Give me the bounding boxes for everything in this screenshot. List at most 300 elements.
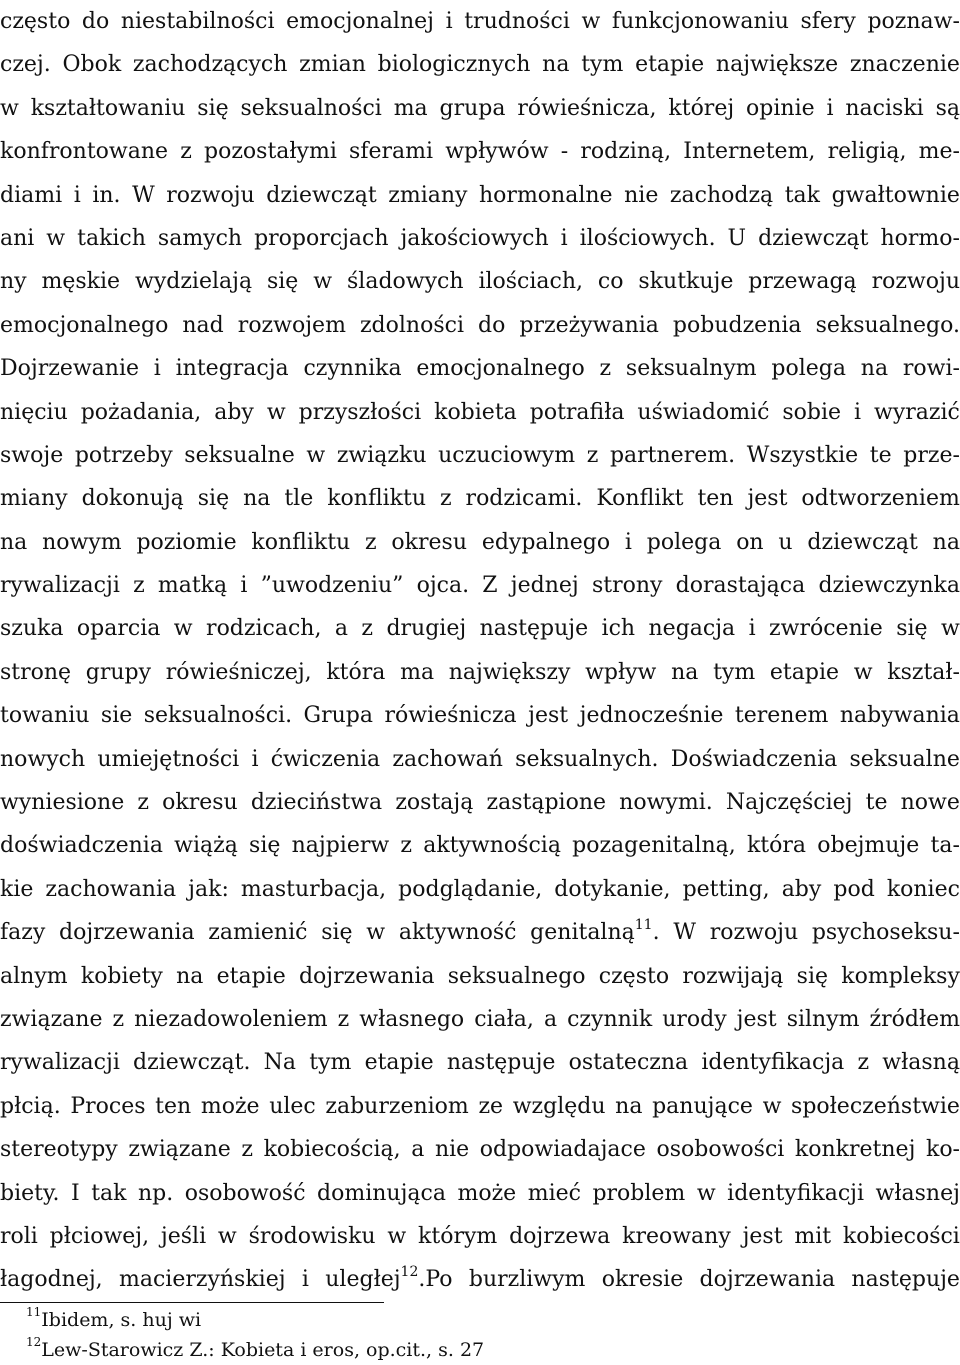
word: w — [581, 9, 601, 34]
word: aby — [781, 876, 822, 902]
word: i — [240, 573, 248, 599]
word: jest — [747, 486, 788, 512]
word: ilościach, — [478, 269, 584, 295]
word: biologicznych — [377, 52, 531, 78]
word: macierzyńskiej — [119, 1267, 286, 1293]
word: u — [778, 529, 793, 555]
word: fazy — [0, 920, 46, 946]
word: np. — [137, 1180, 174, 1206]
word: ilościowych. — [579, 225, 716, 251]
footnotes — [26, 1305, 926, 1365]
word: kobieta — [434, 399, 517, 425]
word: ten — [697, 486, 734, 512]
word: ulec — [269, 1093, 316, 1119]
word: odpowiadajace — [479, 1137, 646, 1163]
word: i — [748, 616, 756, 642]
word: zachowania — [45, 876, 177, 902]
text-line — [0, 868, 960, 911]
word: dojrzewania — [59, 920, 195, 946]
word: tak — [91, 1180, 127, 1206]
word: na — [0, 529, 28, 555]
word: w — [387, 1223, 407, 1249]
word: nowych — [0, 746, 86, 772]
word: proporcjach — [254, 225, 389, 251]
word: matką — [157, 573, 228, 599]
word: tak — [784, 182, 821, 208]
word: dojrzewania — [699, 1267, 836, 1293]
word: z — [586, 442, 599, 468]
word: tym — [713, 659, 756, 685]
word: samych — [157, 225, 243, 251]
word: towaniu — [0, 703, 90, 729]
word: na — [932, 529, 960, 555]
word: własną — [882, 1050, 960, 1076]
word: jakościowych — [400, 225, 549, 251]
word: aktywność — [398, 920, 517, 946]
word: nowym — [42, 529, 122, 555]
word: psychoseksu- — [811, 920, 960, 946]
word: ”uwodzeniu” — [260, 573, 404, 599]
word: ny — [0, 269, 27, 295]
word: wpływów — [445, 139, 549, 165]
word: niezadowoleniem — [134, 1006, 328, 1032]
word: Proces — [70, 1093, 146, 1119]
word: osobowości — [656, 1137, 785, 1163]
text-line — [0, 911, 960, 954]
text-line — [0, 781, 960, 824]
word: polega — [646, 529, 722, 555]
word: odtworzeniem — [801, 486, 960, 512]
word: genitalną$^{11}$. — [530, 916, 660, 946]
word: konfliktu — [251, 529, 351, 555]
word: pożadania, — [80, 399, 202, 425]
word: kreowany — [622, 1223, 731, 1249]
text-line — [0, 434, 960, 477]
word: największy — [448, 659, 571, 685]
word: okresie — [601, 1267, 684, 1293]
word: zmian — [299, 52, 366, 78]
word: z — [241, 1137, 253, 1163]
word: i — [301, 1267, 309, 1293]
word: Obok — [62, 52, 122, 78]
text-line — [0, 1041, 960, 1084]
word: rozwojem — [237, 312, 346, 338]
word: masturbacja, — [240, 876, 387, 902]
word: własnego — [359, 1006, 465, 1032]
word: następuje — [851, 1267, 960, 1293]
word: problem — [592, 1180, 686, 1206]
word: niestabilności — [120, 9, 275, 34]
word: się — [321, 920, 353, 946]
word: kompleksy — [841, 963, 960, 989]
word: partnerem. — [609, 442, 736, 468]
word: Konflikt — [596, 486, 684, 512]
word: czynnik — [567, 1006, 653, 1032]
text-line — [0, 43, 960, 86]
word: kobiety — [80, 963, 163, 989]
word: szuka — [0, 616, 64, 642]
word: W — [673, 920, 696, 946]
word: urody — [662, 1006, 727, 1032]
text-line — [0, 564, 960, 607]
word: integracja — [175, 356, 289, 382]
word: następuje — [479, 616, 589, 642]
text-line — [0, 347, 960, 390]
word: której — [668, 95, 735, 121]
word: doświadczenia — [0, 833, 163, 859]
word: emocjonalnego — [416, 356, 585, 382]
word: stereotypy — [0, 1137, 118, 1163]
text-line — [0, 1085, 960, 1128]
text-line — [0, 738, 960, 781]
word: mit — [794, 1223, 832, 1249]
word: czynnika — [303, 356, 402, 382]
word: ko- — [925, 1137, 960, 1163]
word: jest — [528, 703, 569, 729]
footnote-number: 12 — [26, 1334, 42, 1349]
word: płciowej, — [49, 1223, 150, 1249]
word: prze- — [903, 442, 960, 468]
word: nad — [182, 312, 224, 338]
word: nięciu — [0, 399, 68, 425]
word: ostateczna — [568, 1050, 689, 1076]
word: się — [266, 269, 299, 295]
word: sferami — [349, 139, 434, 165]
word: konfrontowane — [0, 139, 169, 165]
word: silnym — [786, 1006, 860, 1032]
word: seksualności. — [143, 703, 293, 729]
text-line — [0, 998, 960, 1041]
word: i — [445, 9, 453, 34]
word: może — [200, 1093, 260, 1119]
text-line — [0, 1172, 960, 1215]
word: in. — [92, 182, 121, 208]
word: opinie — [746, 95, 815, 121]
text-line — [0, 391, 960, 434]
word: kobiecości — [842, 1223, 960, 1249]
word: dziewcząt — [807, 529, 918, 555]
word: w — [853, 659, 873, 685]
word: i — [251, 746, 259, 772]
word: seksualnych. — [515, 746, 659, 772]
word: zachodzą — [669, 182, 774, 208]
word: ojca. — [416, 573, 470, 599]
word: w — [0, 95, 19, 121]
word: co — [597, 269, 624, 295]
word: własnej — [875, 1180, 960, 1206]
word: sie — [100, 703, 133, 729]
text-line — [0, 651, 960, 694]
word: dziewcząt — [758, 225, 869, 251]
text-line — [0, 217, 960, 260]
word: konkretnej — [794, 1137, 916, 1163]
word: miany — [0, 486, 68, 512]
word: identyfikacji — [727, 1180, 865, 1206]
word: następuje — [446, 1050, 556, 1076]
word: która — [326, 659, 386, 685]
word: męskie — [41, 269, 121, 295]
word: naciski — [845, 95, 924, 121]
word: a — [334, 616, 348, 642]
word: koniec — [886, 876, 960, 902]
word: pozagenitalną, — [572, 833, 736, 859]
word: dokonują — [81, 486, 184, 512]
word: nabywania — [839, 703, 960, 729]
word: Grupa — [303, 703, 374, 729]
word: mieć — [527, 1180, 581, 1206]
word: seksualności — [240, 95, 382, 121]
word: najpierw — [291, 833, 390, 859]
word: źródłem — [869, 1006, 960, 1032]
word: pozostałymi — [203, 139, 337, 165]
word: podglądanie, — [398, 876, 543, 902]
word: nowymi. — [619, 790, 713, 816]
footnote-separator — [0, 1302, 384, 1303]
word: z — [361, 616, 374, 642]
word: seksualne — [184, 442, 295, 468]
text-line — [0, 1258, 960, 1301]
word: na — [860, 356, 889, 382]
word: rywalizacji — [0, 573, 120, 599]
word: w — [313, 269, 333, 295]
word: jest — [742, 1223, 783, 1249]
word: w — [696, 1180, 716, 1206]
text-line — [0, 694, 960, 737]
word: na — [176, 963, 204, 989]
word: polega — [771, 356, 847, 382]
word: społeczeństwie — [791, 1093, 960, 1119]
word: kształ- — [887, 659, 960, 685]
word: dziewcząt. — [133, 1050, 251, 1076]
word: emocjonalnej — [286, 9, 434, 34]
word: alnym — [0, 963, 68, 989]
word: I — [70, 1180, 80, 1206]
word: seksualne — [849, 746, 960, 772]
word: dojrzewa — [509, 1223, 611, 1249]
word: z — [439, 486, 452, 512]
word: i — [854, 399, 862, 425]
word: Dojrzewanie — [0, 356, 140, 382]
word: uświadomić — [637, 399, 770, 425]
word: umiejętności — [97, 746, 240, 772]
word: do — [81, 9, 110, 34]
footnote-11 — [26, 1305, 926, 1335]
word: ćwiczenia — [270, 746, 381, 772]
word: z — [857, 1050, 870, 1076]
word: w — [306, 442, 326, 468]
text-line — [0, 130, 960, 173]
word: się — [896, 616, 928, 642]
word: a — [411, 1137, 425, 1163]
word: która — [746, 833, 807, 859]
word: są — [935, 95, 960, 121]
word: drugiej — [386, 616, 467, 642]
word: roli — [0, 1223, 38, 1249]
word: łagodnej, — [0, 1267, 103, 1293]
word: rodzicach, — [206, 616, 322, 642]
word: znaczenie — [849, 52, 960, 78]
word: na — [542, 52, 570, 78]
word: zwrócenie — [769, 616, 883, 642]
word: nie — [624, 182, 659, 208]
text-line — [0, 477, 960, 520]
word: etapie — [769, 659, 840, 685]
word: zaburzeniom — [325, 1093, 469, 1119]
word: U — [727, 225, 747, 251]
word: dziewcząt — [266, 182, 377, 208]
word: hormonalne — [479, 182, 613, 208]
word: zachowań — [392, 746, 503, 772]
word: okresu — [391, 529, 467, 555]
word: i — [624, 529, 632, 555]
word: etapie — [635, 52, 705, 78]
word: wiążą — [174, 833, 238, 859]
word: z — [365, 529, 377, 555]
word: zachodzących — [132, 52, 288, 78]
text-line — [0, 955, 960, 998]
word: kształtowaniu — [30, 95, 186, 121]
word: przyszłości — [298, 399, 422, 425]
word: jeśli — [160, 1223, 207, 1249]
text-line — [0, 521, 960, 564]
word: w — [266, 399, 286, 425]
word: - — [560, 139, 569, 165]
word: panujące — [652, 1093, 753, 1119]
word: tym — [581, 52, 624, 78]
word: aby — [214, 399, 254, 425]
word: w — [366, 920, 386, 946]
word: nowe — [900, 790, 960, 816]
word: dojrzewania — [298, 963, 435, 989]
word: wyrazić — [874, 399, 960, 425]
word: na — [671, 659, 699, 685]
word: emocjonalnego — [0, 312, 169, 338]
word: seksualnego. — [815, 312, 960, 338]
word: rodzicami. — [465, 486, 583, 512]
word: Z — [482, 573, 498, 599]
text-line — [0, 304, 960, 347]
word: rywalizacji — [0, 1050, 120, 1076]
word: kobiecością, — [263, 1137, 401, 1163]
word: rozwoju — [871, 269, 960, 295]
word: w — [173, 616, 193, 642]
word: Najczęściej — [725, 790, 853, 816]
word: może — [457, 1180, 517, 1206]
word: przeżywania — [519, 312, 659, 338]
word: wyniesione — [0, 790, 125, 816]
word: zostają — [395, 790, 474, 816]
footnote-12 — [26, 1335, 926, 1365]
word: te — [869, 442, 892, 468]
word: jednocześnie — [579, 703, 724, 729]
word: tle — [284, 486, 314, 512]
word: seksualnego — [447, 963, 586, 989]
word: takich — [77, 225, 146, 251]
word: potrzeby — [74, 442, 173, 468]
word: okresu — [162, 790, 238, 816]
word: etapie — [216, 963, 286, 989]
word: Wszystkie — [746, 442, 859, 468]
word: strony — [591, 573, 663, 599]
word: i — [73, 182, 81, 208]
text-line — [0, 1215, 960, 1258]
word: i — [560, 225, 568, 251]
word: wpływ — [585, 659, 657, 685]
text-line — [0, 0, 960, 43]
word: petting, — [682, 876, 770, 902]
text-line — [0, 824, 960, 867]
word: seksualnym — [625, 356, 757, 382]
word: dzieciństwa — [250, 790, 383, 816]
word: konfliktu — [327, 486, 427, 512]
word: biety. — [0, 1180, 60, 1206]
word: ich — [601, 616, 636, 642]
text-line — [0, 1128, 960, 1171]
word: ciała, — [474, 1006, 534, 1032]
word: uczuciowym — [438, 442, 576, 468]
word: w — [46, 225, 66, 251]
word: ani — [0, 225, 35, 251]
word: W — [132, 182, 155, 208]
word: identyfikacja — [701, 1050, 845, 1076]
word: grupy — [85, 659, 152, 685]
word: potrafiła — [529, 399, 625, 425]
word: z — [137, 790, 149, 816]
word: zdolności — [359, 312, 464, 338]
word: rówieśnicza — [384, 703, 517, 729]
word: śladowych — [347, 269, 464, 295]
word: płcią. — [0, 1093, 61, 1119]
word: z — [400, 833, 412, 859]
word: często — [0, 9, 71, 34]
word: związane — [128, 1137, 231, 1163]
word: terenem — [734, 703, 829, 729]
word: wydzielają — [134, 269, 253, 295]
word: przewagą — [748, 269, 857, 295]
word: kie — [0, 876, 34, 902]
word: ta- — [930, 833, 960, 859]
word: środowisku — [248, 1223, 376, 1249]
word: związku — [336, 442, 427, 468]
footnote-number: 11 — [26, 1304, 42, 1319]
text-line — [0, 607, 960, 650]
text-line — [0, 87, 960, 130]
word: hormo- — [880, 225, 960, 251]
text-line — [0, 260, 960, 303]
word: grupa — [439, 95, 506, 121]
word: religią, — [827, 139, 907, 165]
word: się — [796, 963, 829, 989]
word: względu — [512, 1093, 606, 1119]
word: rówieśniczej, — [165, 659, 312, 685]
word: jest — [736, 1006, 777, 1032]
word: on — [736, 529, 764, 555]
word: Internetem, — [683, 139, 816, 165]
word: rozwoju — [709, 920, 799, 946]
word: Doświadczenia — [670, 746, 838, 772]
word: gwałtownie — [831, 182, 960, 208]
word: z — [133, 573, 145, 599]
word: tym — [309, 1050, 352, 1076]
word: negacja — [648, 616, 736, 642]
word: diami — [0, 182, 63, 208]
word: swoje — [0, 442, 64, 468]
word: etapie — [364, 1050, 434, 1076]
word: poznaw- — [867, 9, 960, 34]
word: poziomie — [136, 529, 237, 555]
word: w — [762, 1093, 782, 1119]
word: Na — [263, 1050, 297, 1076]
